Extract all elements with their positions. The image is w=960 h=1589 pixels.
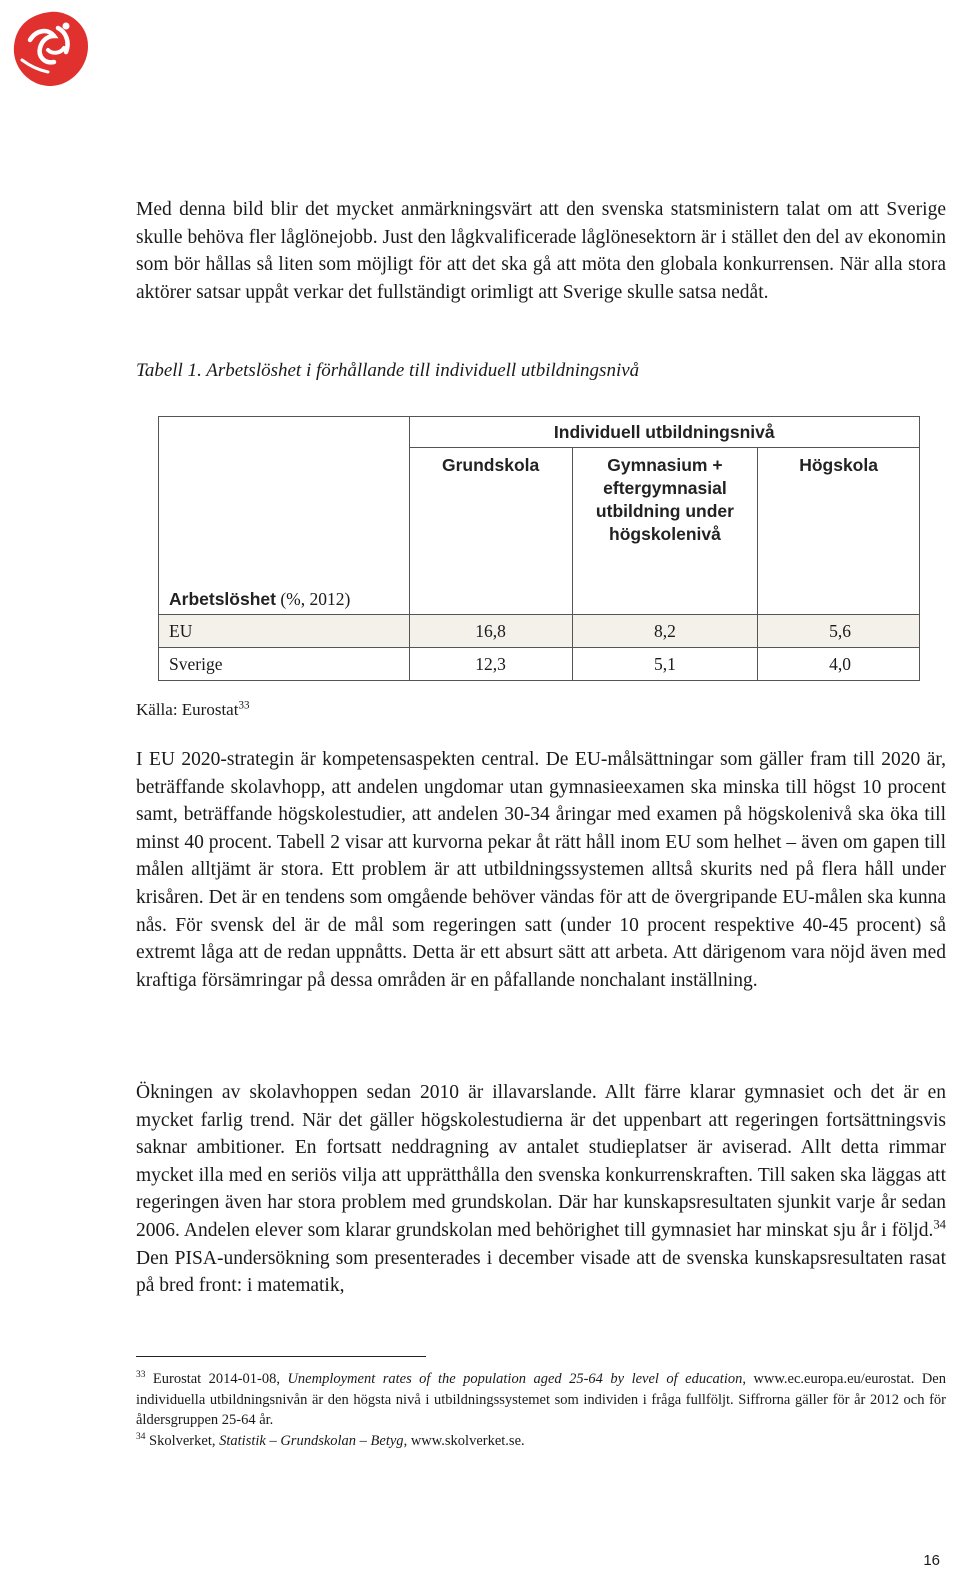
skolavhopp-text-b: Den PISA-undersökning som presenterades i december visade att de svenska kunskapsresultaten rasat på bred front: i matematik, xyxy=(136,1247,946,1297)
intro-paragraph: Med denna bild blir det mycket anmärkningsvärt att den svenska statsministern talat om att Sverige skulle behöva fler låglönejobb. Just den lågkvalificerade låglönesektorn är i stället den del av ekonomin som bör hållas så liten som möjligt för att det ska gå att möta den globala konkurrensen. När alla stora aktörer satsar uppåt verkar det fullständigt orimligt att Sverige skulle satsa nedåt. xyxy=(136,199,946,303)
row-group-label-bold: Arbetslöshet xyxy=(169,589,276,609)
page-number: 16 xyxy=(923,1552,940,1569)
column-header-gymnasium: Gymnasium + eftergymnasial utbildning under högskolenivå xyxy=(572,448,758,575)
footnote-33-text: , www.ec.europa.eu/eurostat. Den individuella utbildningsnivån är den högsta nivå i utbildningssystemet som individen i fråga fullföljt. Siffrorna gäller för år 2012 och för åldersgruppen 25-64 år. xyxy=(136,1371,946,1428)
cell-sverige-hogskola: 4,0 xyxy=(758,648,920,681)
row-group-label-unit: (%, 2012) xyxy=(280,589,351,609)
footnote-33-source: Eurostat 2014-01-08, xyxy=(145,1371,288,1387)
column-header-hogskola: Högskola xyxy=(758,448,920,575)
footnote-34-source: Skolverket, xyxy=(145,1433,220,1449)
cell-sverige-grundskola: 12,3 xyxy=(409,648,572,681)
footnote-divider xyxy=(136,1356,426,1357)
footnote-34-title: Statistik – Grundskolan – Betyg xyxy=(219,1433,404,1449)
rose-logo-icon xyxy=(8,6,92,90)
footnote-34-text: , www.skolverket.se. xyxy=(403,1433,525,1449)
footnote-33-title: Unemployment rates of the population aged 25-64 by level of education xyxy=(287,1371,743,1387)
table-source xyxy=(136,700,250,720)
group-header: Individuell utbildningsnivå xyxy=(409,417,919,448)
table-caption: Tabell 1. Arbetslöshet i förhållande till individuell utbildningsnivå xyxy=(136,360,640,381)
cell-eu-grundskola: 16,8 xyxy=(409,615,572,648)
footnote-ref-34[interactable]: 34 xyxy=(933,1217,946,1232)
skolavhopp-paragraph xyxy=(136,1079,946,1300)
table-row xyxy=(159,648,920,681)
footnote-34 xyxy=(136,1431,946,1452)
table-source-text: Källa: Eurostat xyxy=(136,700,239,719)
cell-eu-gymnasium: 8,2 xyxy=(572,615,758,648)
cell-sverige-gymnasium: 5,1 xyxy=(572,648,758,681)
table-row xyxy=(159,615,920,648)
footnote-33-number: 33 xyxy=(136,1370,146,1381)
eu2020-paragraph: I EU 2020-strategin är kompetensaspekten central. De EU-målsättningar som gäller fram till 2020 är, beträffande skolavhopp, att andelen ungdomar utan gymnasieexamen ska minska till högst 10 procent samt, beträffande högskolestudier, att andelen 30-34 åringar med examen på högskolenivå ska öka till minst 40 procent. Tabell 2 visar att kurvorna pekar åt rätt håll inom EU som helhet – även om gapen till målen alltjämt är stora. Ett problem är att utbildningssystemen alltså skurits ned på flera håll under krisåren. Det är en tendens som omgående behöver vändas för att de övergripande EU-målen ska kunna nås. För svensk del är de mål som regeringen satt (under 10 procent respektive 40-45 procent) så extremt låga att de redan uppnåtts. Detta är ett absurt sätt att arbeta. Att därigenom vara nöjd även med kraftiga försämringar på dessa områden är en påfallande nonchalant inställning. xyxy=(136,749,946,991)
row-label-eu: EU xyxy=(159,615,410,648)
footnote-ref-33[interactable]: 33 xyxy=(238,699,250,712)
footnote-33 xyxy=(136,1369,946,1431)
cell-eu-hogskola: 5,6 xyxy=(758,615,920,648)
skolavhopp-text-a: Ökningen av skolavhoppen sedan 2010 är illavarslande. Allt färre klarar gymnasiet och det är en mycket farlig trend. När det gäller högskolestudierna är det uppenbart att regeringen fortsättningsvis saknar ambitioner. En fortsatt neddragning av antalet studieplatser är aviserad. Allt detta rimmar mycket illa med en seriös vilja att upprätthålla den svenska konkurrenskraften. Till saken ska läggas att regeringen även har stora problem med grundskolan. Där har kunskapsresultaten sjunkit varje år sedan 2006. Andelen elever som klarar grundskolan med behörighet till gymnasiet har minskat sju år i följd. xyxy=(136,1082,946,1241)
unemployment-table xyxy=(158,416,920,681)
row-group-label xyxy=(159,574,410,615)
table-corner-cell xyxy=(159,417,410,448)
footnote-34-number: 34 xyxy=(136,1432,146,1443)
column-header-grundskola: Grundskola xyxy=(409,448,572,575)
row-label-sverige: Sverige xyxy=(159,648,410,681)
table-corner-cell xyxy=(159,448,410,575)
